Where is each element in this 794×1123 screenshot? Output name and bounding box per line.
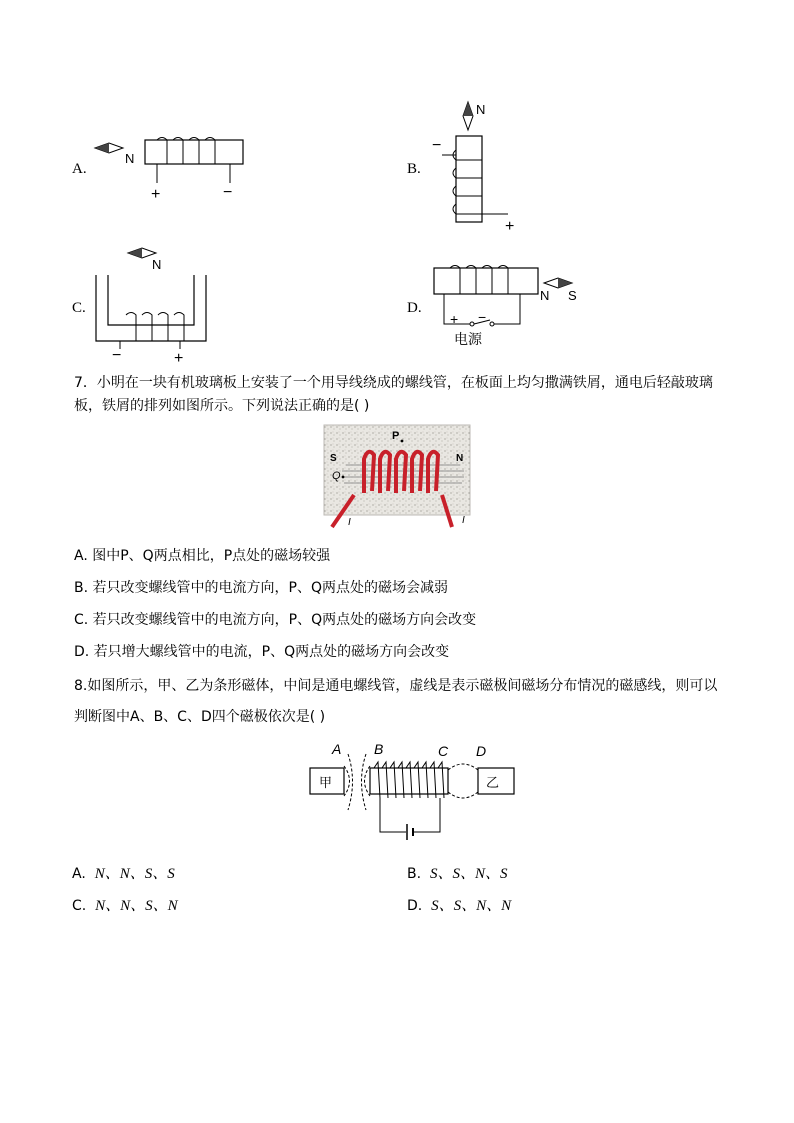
terminal-positive: + [505, 218, 515, 235]
question-7-stem-line1: 7．小明在一块有机玻璃板上安装了一个用导线绕成的螺线管，在板面上均匀撒满铁屑，通电后轻敲玻璃 [74, 375, 713, 391]
solenoid-diagram-d [430, 262, 590, 352]
question-7-option-b[interactable]: B. 若只改变螺线管中的电流方向，P、Q两点处的磁场会减弱 [74, 580, 448, 596]
pole-label-s: S [568, 288, 577, 303]
question-8-option-d[interactable] [407, 896, 511, 916]
pole-label: N [476, 102, 486, 117]
option-letter: A. [72, 866, 86, 882]
question-8-option-c[interactable] [72, 896, 178, 916]
option-letter: C. [72, 898, 87, 914]
question-8-option-b[interactable] [407, 864, 507, 884]
bar-magnets-solenoid-diagram [308, 740, 518, 840]
magnet-yi-label: 乙 [486, 775, 500, 790]
terminal-positive: + [174, 350, 184, 367]
terminal-negative: − [223, 184, 233, 201]
question-7-stem-line2: 板，铁屑的排列如图所示。下列说法正确的是( ) [74, 398, 370, 414]
pole-label: N [152, 257, 162, 272]
power-source-label: 电源 [454, 331, 482, 347]
question-7-option-a[interactable]: A. 图中P、Q两点相比，P点处的磁场较强 [74, 548, 331, 564]
terminal-positive: + [450, 311, 459, 327]
magnet-jia-label: 甲 [319, 775, 333, 790]
current-label-left: I [348, 517, 351, 528]
option-value: N、N、S、S [94, 866, 175, 882]
option-letter: C. [72, 300, 86, 316]
solenoid-diagram-b [428, 100, 538, 235]
question-7-option-c[interactable]: C. 若只改变螺线管中的电流方向，P、Q两点处的磁场方向会改变 [74, 612, 477, 628]
point-q-label: Q [332, 470, 341, 482]
terminal-negative: − [112, 347, 122, 364]
question-8-stem-line1: 8.如图所示，甲、乙为条形磁体，中间是通电螺线管，虚线是表示磁极间磁场分布情况的磁感线，则可以 [74, 678, 718, 694]
pole-b-label: B [374, 741, 384, 757]
pole-label-n: N [540, 288, 550, 303]
option-value: N、N、S、N [95, 898, 178, 914]
iron-filings-photo [324, 425, 472, 527]
pole-label: N [125, 151, 135, 166]
option-letter: A. [72, 161, 87, 177]
question-8-stem-line2: 判断图中A、B、C、D四个磁极依次是( ) [74, 709, 326, 725]
option-letter: B. [407, 866, 422, 882]
point-p-label: P [392, 430, 400, 442]
option-letter: D. [407, 898, 423, 914]
question-7-option-d[interactable]: D. 若只增大螺线管中的电流，P、Q两点处的磁场方向会改变 [74, 644, 450, 660]
option-value: S、S、N、S [429, 866, 508, 882]
pole-n-label: N [456, 453, 464, 464]
pole-c-label: C [438, 743, 449, 759]
solenoid-diagram-c [90, 245, 220, 365]
option-value: S、S、N、N [431, 898, 512, 914]
current-label-right: I [462, 515, 465, 526]
terminal-negative: − [478, 309, 487, 325]
option-letter: B. [407, 161, 421, 177]
terminal-positive: + [151, 186, 161, 203]
question-8-option-a[interactable] [72, 864, 175, 884]
option-letter: D. [407, 300, 422, 316]
solenoid-diagram-a [95, 125, 265, 205]
terminal-negative: − [432, 137, 442, 154]
pole-d-label: D [476, 743, 487, 759]
pole-a-label: A [332, 741, 342, 757]
pole-s-label: S [330, 453, 337, 464]
